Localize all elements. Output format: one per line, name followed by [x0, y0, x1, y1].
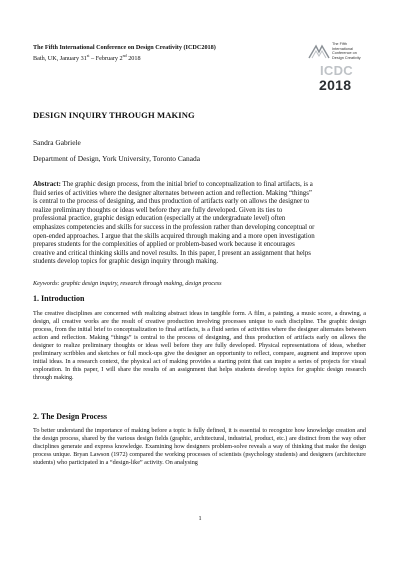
section-heading-introduction: 1. Introduction — [33, 294, 85, 303]
icdc-logo — [308, 40, 372, 96]
abstract-text: The graphic design process, from the initial brief to conceptualization to final artifacts, is a fluid series of activities where the designer alternates between action and reflection. Making “things” is central to the process of designing, and thus production of artifacts early on allows the designer to realize preliminary thoughts or ideas well before they are fully developed. Given its ties to professional practice, graphic design education (especially at the undergraduate level) often emphasizes competencies and skills for success in the profession rather than developing conceptual or open-ended approaches. I argue that the skills acquired through making and a more open investigation prepares students for the complexities of applied or problem-based work because it encourages creative and critical thinking skills and novel results. In this paper, I present an assignment that helps students develop topics for graphic design inquiry through making. — [33, 181, 315, 266]
abstract — [33, 181, 317, 267]
logo-mark-icon — [308, 44, 330, 60]
logo-year: 2018 — [319, 77, 352, 93]
section-body-design-process: To better understand the importance of making before a topic is fully defined, it is essential to recognize how knowledge creation and the design process, shared by the various design fields (graphic, architectural, industrial, product, etc.) are distinct from the way other disciplines generate and express knowledge. Examining how designers problem-solve reveals a way of thinking that make the design process unique. Bryan Lawson (1972) compared the working processes of scientists (psychology students) and designers (architecture students) who participated in a “design-like” activity. On analysing — [33, 428, 366, 467]
keywords-label: Keywords — [33, 280, 58, 287]
conference-header — [33, 44, 273, 63]
author-name: Sandra Gabriele — [33, 138, 81, 147]
keywords-text: : graphic design inquiry, research through making, design process — [57, 280, 222, 287]
section-heading-design-process: 2. The Design Process — [33, 412, 107, 421]
conference-name: The Fifth International Conference on Design Creativity (ICDC2018) — [33, 44, 216, 51]
logo-acronym: ICDC — [320, 63, 353, 78]
author-affiliation: Department of Design, York University, Toronto Canada — [33, 154, 200, 163]
section-body-introduction: The creative disciplines are concerned with realizing abstract ideas in tangible form. A film, a painting, a music score, a drawing, a design, all creative works are the result of creative production involving processes unique to each discipline. The graphic design process, from the initial brief to conceptualization to final artifacts, is a fluid series of activities where the designer alternates between action and reflection. Making “things” is central to the process of designing, and thus production of artifacts early on allows the designer to realize preliminary thoughts or ideas well before they are fully developed. Physical representations of ideas, whether preliminary scribbles and sketches or full mock-ups give the designer an opportunity to reflect, compare, augment and improve upon initial ideas. In a research context, the physical act of making provides a starting point that can inspire a series of projects for visual exploration. In this paper, I will share the results of an assignment that helps students develop topics for graphic design research through making. — [33, 311, 366, 382]
logo-text: The Fifth International Conference on Design Creativity — [332, 42, 361, 60]
page-number: 1 — [198, 515, 202, 522]
conference-place-date: Bath, UK, January 31st – February 2nd 2018 — [33, 53, 141, 63]
paper-title: DESIGN INQUIRY THROUGH MAKING — [33, 110, 195, 120]
keywords — [33, 280, 222, 287]
abstract-label: Abstract: — [33, 181, 61, 188]
